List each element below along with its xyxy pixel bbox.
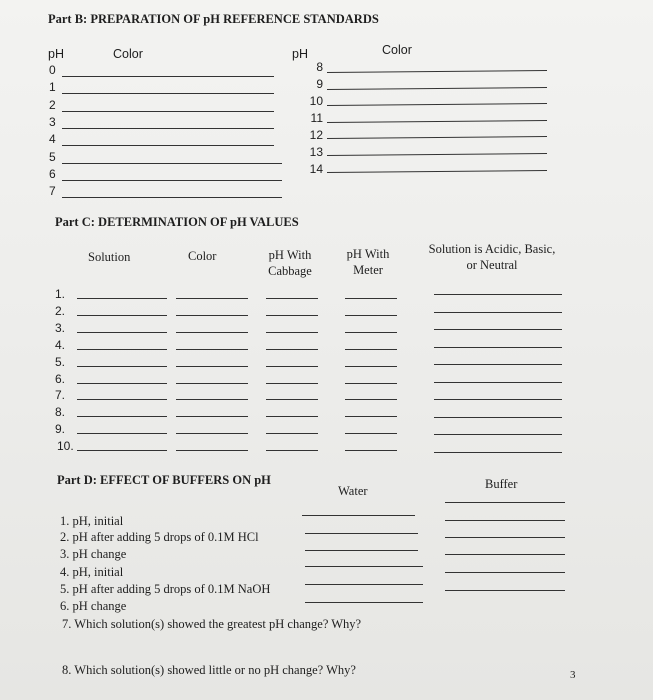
water-answer-line[interactable] [305, 566, 423, 567]
buffer-answer-line[interactable] [445, 572, 565, 573]
color-answer-line[interactable] [327, 70, 547, 73]
answer-line[interactable] [176, 349, 248, 350]
water-answer-line[interactable] [305, 550, 418, 551]
color-answer-line[interactable] [327, 87, 547, 90]
color-answer-line[interactable] [62, 93, 274, 94]
answer-line[interactable] [176, 366, 248, 367]
buffer-answer-line[interactable] [445, 502, 565, 503]
buffer-answer-line[interactable] [445, 554, 565, 555]
row-number: 6. [55, 371, 66, 386]
answer-line[interactable] [176, 315, 248, 316]
answer-line[interactable] [266, 450, 318, 451]
answer-line[interactable] [345, 383, 397, 384]
answer-line[interactable] [434, 294, 562, 295]
ph-value: 7 [49, 184, 56, 199]
answer-line[interactable] [77, 298, 167, 299]
answer-line[interactable] [77, 366, 167, 367]
ph-value: 4 [49, 132, 56, 147]
part-b-ph-header-right: pH [292, 47, 308, 61]
answer-line[interactable] [434, 417, 562, 418]
water-answer-line[interactable] [305, 602, 423, 603]
row-number: 4. [55, 337, 66, 352]
part-b-ph-header-left: pH [48, 47, 64, 61]
answer-line[interactable] [266, 315, 318, 316]
answer-line[interactable] [176, 332, 248, 333]
answer-line[interactable] [266, 298, 318, 299]
header-ph-meter-line1: pH With [346, 247, 390, 261]
answer-line[interactable] [77, 349, 167, 350]
header-water: Water [338, 484, 368, 498]
part-b-color-header-left: Color [113, 47, 143, 61]
answer-line[interactable] [266, 383, 318, 384]
ph-value: 11 [310, 111, 323, 125]
ph-value: 8 [316, 60, 323, 74]
answer-line[interactable] [434, 312, 562, 313]
buffer-answer-line[interactable] [445, 590, 565, 591]
part-d-title: Part D: EFFECT OF BUFFERS ON pH [57, 473, 271, 487]
row-number: 7. [55, 388, 66, 403]
water-answer-line[interactable] [305, 584, 423, 585]
header-solution: Solution [88, 250, 131, 264]
answer-line[interactable] [176, 450, 248, 451]
ph-value: 6 [49, 166, 56, 181]
answer-line[interactable] [266, 349, 318, 350]
answer-line[interactable] [266, 399, 318, 400]
answer-line[interactable] [345, 416, 397, 417]
color-answer-line[interactable] [62, 76, 274, 77]
answer-line[interactable] [345, 433, 397, 434]
color-answer-line[interactable] [62, 163, 282, 164]
answer-line[interactable] [77, 450, 167, 451]
answer-line[interactable] [77, 433, 167, 434]
water-answer-line[interactable] [302, 515, 415, 516]
part-d-item: 6. pH change [60, 599, 127, 613]
answer-line[interactable] [345, 315, 397, 316]
part-d-item: 3. pH change [60, 547, 127, 561]
ph-value: 10 [309, 94, 323, 108]
part-b-color-header-right: Color [382, 43, 412, 57]
color-answer-line[interactable] [62, 128, 274, 129]
color-answer-line[interactable] [327, 120, 547, 123]
answer-line[interactable] [176, 399, 248, 400]
water-answer-line[interactable] [305, 533, 418, 534]
answer-line[interactable] [345, 298, 397, 299]
answer-line[interactable] [345, 366, 397, 367]
answer-line[interactable] [266, 416, 318, 417]
color-answer-line[interactable] [327, 170, 547, 173]
buffer-answer-line[interactable] [445, 520, 565, 521]
row-number: 9. [55, 422, 66, 437]
header-ph-cabbage-line2: Cabbage [268, 264, 312, 278]
page-number: 3 [570, 669, 576, 681]
answer-line[interactable] [434, 399, 562, 400]
row-number: 8. [55, 405, 66, 420]
header-acidic-basic-line2: or Neutral [466, 258, 518, 272]
answer-line[interactable] [176, 416, 248, 417]
ph-value: 5 [49, 149, 56, 164]
row-number: 3. [55, 320, 66, 335]
ph-value: 2 [49, 97, 56, 112]
answer-line[interactable] [434, 382, 562, 383]
row-number: 1. [55, 287, 66, 301]
color-answer-line[interactable] [62, 180, 282, 181]
header-buffer: Buffer [485, 477, 518, 491]
answer-line[interactable] [266, 366, 318, 367]
header-ph-meter-line2: Meter [353, 263, 383, 277]
answer-line[interactable] [345, 450, 397, 451]
ph-value: 14 [309, 162, 323, 176]
answer-line[interactable] [77, 416, 167, 417]
ph-value: 0 [49, 63, 56, 77]
part-d-item: 2. pH after adding 5 drops of 0.1M HCl [60, 530, 259, 544]
part-d-item: 4. pH, initial [60, 565, 124, 579]
color-answer-line[interactable] [62, 197, 282, 198]
part-d-item: 7. Which solution(s) showed the greatest pH change? Why? [62, 617, 362, 631]
color-answer-line[interactable] [327, 136, 547, 139]
answer-line[interactable] [345, 332, 397, 333]
answer-line[interactable] [434, 364, 562, 365]
part-d-item: 1. pH, initial [60, 514, 124, 528]
answer-line[interactable] [77, 383, 167, 384]
answer-line[interactable] [345, 399, 397, 400]
row-number: 10. [57, 439, 74, 454]
color-answer-line[interactable] [62, 145, 274, 146]
ph-value: 1 [49, 80, 56, 95]
part-b-title: Part B: PREPARATION OF pH REFERENCE STANDARDS [48, 12, 379, 26]
answer-line[interactable] [434, 347, 562, 348]
answer-line[interactable] [434, 434, 562, 435]
answer-line[interactable] [266, 433, 318, 434]
buffer-answer-line[interactable] [445, 537, 565, 538]
header-ph-cabbage-line1: pH With [268, 248, 312, 262]
color-answer-line[interactable] [62, 111, 274, 112]
question-8: 8. Which solution(s) showed little or no pH change? Why? [62, 663, 356, 677]
answer-line[interactable] [434, 329, 562, 330]
ph-value: 13 [309, 145, 323, 159]
color-answer-line[interactable] [327, 103, 547, 106]
ph-value: 12 [309, 128, 323, 142]
row-number: 2. [55, 303, 66, 318]
part-d-item: 5. pH after adding 5 drops of 0.1M NaOH [60, 582, 271, 596]
answer-line[interactable] [77, 332, 167, 333]
header-acidic-basic-line1: Solution is Acidic, Basic, [428, 242, 556, 256]
answer-line[interactable] [266, 332, 318, 333]
answer-line[interactable] [77, 315, 167, 316]
answer-line[interactable] [434, 452, 562, 453]
ph-value: 9 [316, 77, 323, 91]
color-answer-line[interactable] [327, 153, 547, 156]
ph-value: 3 [49, 114, 56, 129]
header-color: Color [188, 249, 217, 263]
row-number: 5. [55, 354, 66, 369]
answer-line[interactable] [345, 349, 397, 350]
answer-line[interactable] [176, 433, 248, 434]
answer-line[interactable] [176, 383, 248, 384]
answer-line[interactable] [176, 298, 248, 299]
part-c-title: Part C: DETERMINATION OF pH VALUES [55, 215, 299, 229]
answer-line[interactable] [77, 399, 167, 400]
